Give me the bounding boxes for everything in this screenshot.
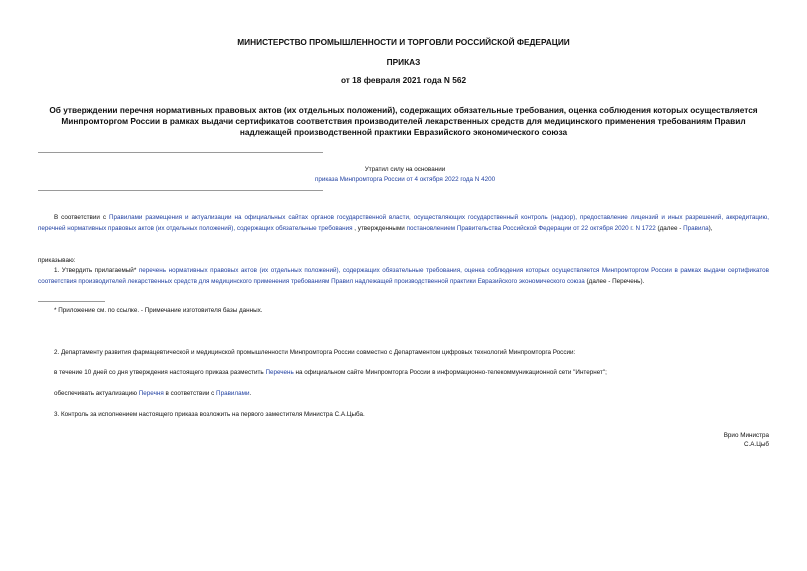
divider-top [38, 152, 323, 153]
order-word: приказываю: [38, 257, 76, 264]
divider-mid [38, 190, 323, 191]
intro-text-4: ), [708, 224, 713, 232]
document-subject: Об утверждении перечня нормативных правовых актов (их отдельных положений), содержащих обязательные требования, оценка соблюдения которых осуществляется Минпромторгом России в рамках выдачи сертификатов соответствия производителей лекарственных средств для медицинского применения требованиям Правил надлежащей производственной практики Евразийского экономического союза [49, 105, 758, 137]
ministry-name: МИНИСТЕРСТВО ПРОМЫШЛЕННОСТИ И ТОРГОВЛИ РОССИЙСКОЙ ФЕДЕРАЦИИ [237, 37, 570, 47]
government-decree-link[interactable]: постановлением Правительства Российской Федерации от 22 октября 2020 г. N 1722 [406, 224, 656, 232]
item-1-text-1: 1. Утвердить прилагаемый* [54, 267, 139, 274]
intro-text-2: , утвержденными [352, 224, 407, 232]
list-link-ensure[interactable]: Перечня [138, 390, 164, 397]
item-1-paragraph [38, 266, 769, 287]
document-date: от 18 февраля 2021 года N 562 [340, 75, 467, 85]
repeal-order-link[interactable]: приказа Минпромторга России от 4 октября 2022 года N 4200 [314, 176, 496, 183]
rules-link-ensure[interactable]: Правилами [216, 390, 250, 397]
signatory-title: Врио Министра [723, 432, 769, 439]
place-text-2: на официальном сайте Минпромторга России в информационно-телекоммуникационной сети "Интернет"; [293, 369, 607, 376]
ensure-paragraph [54, 389, 769, 400]
place-paragraph [54, 368, 769, 379]
signatory-name: С.А.Цыб [743, 441, 769, 448]
intro-paragraph [38, 213, 769, 234]
ensure-text-1: обеспечивать актуализацию [54, 390, 139, 397]
rules-link[interactable]: Правилами размещения и актуализации на официальных сайтах органов государственной власти, осуществляющих государственный контроль (надзор), предоставление лицензий и иных разрешений, аккредитацию, перечней нормативных правовых актов (их отдельных положений), содержащих обязательные требования [38, 214, 770, 232]
place-text-1: в течение 10 дней со дня утверждения настоящего приказа разместить [54, 369, 266, 376]
intro-text-1: В соответствии с [54, 214, 109, 221]
list-link[interactable]: перечень нормативных правовых актов (их отдельных положений), содержащих обязательные требования, оценка соблюдения которых осуществляется Минпромторгом России в рамках выдачи сертификатов соответствия производителей лекарственных средств для медицинского применения требованиям Правил надлежащей производственной практики Евразийского экономического союза [38, 267, 769, 285]
document-type: ПРИКАЗ [386, 57, 421, 67]
status-note: Утратил силу на основании [364, 166, 446, 173]
footnote-divider [38, 301, 105, 302]
footnote: * Приложение см. по ссылке. - Примечание изготовителя базы данных. [54, 307, 263, 314]
item-1-text-2: (далее - Перечень). [584, 277, 645, 285]
ensure-text-2: в соответствии с [163, 390, 217, 397]
ensure-text-3: . [249, 390, 252, 397]
item-2-paragraph: 2. Департаменту развития фармацевтической и медицинской промышленности Минпромторга России совместно с Департаментом цифровых технологий Минпромторга России: [54, 349, 576, 356]
list-link-place[interactable]: Перечень [265, 369, 294, 376]
rules-short-link[interactable]: Правила [683, 224, 709, 232]
status-link-row [90, 176, 720, 183]
item-3-paragraph: 3. Контроль за исполнением настоящего приказа возложить на первого заместителя Министра С.А.Цыба. [54, 411, 365, 418]
intro-text-3: (далее - [655, 224, 684, 232]
